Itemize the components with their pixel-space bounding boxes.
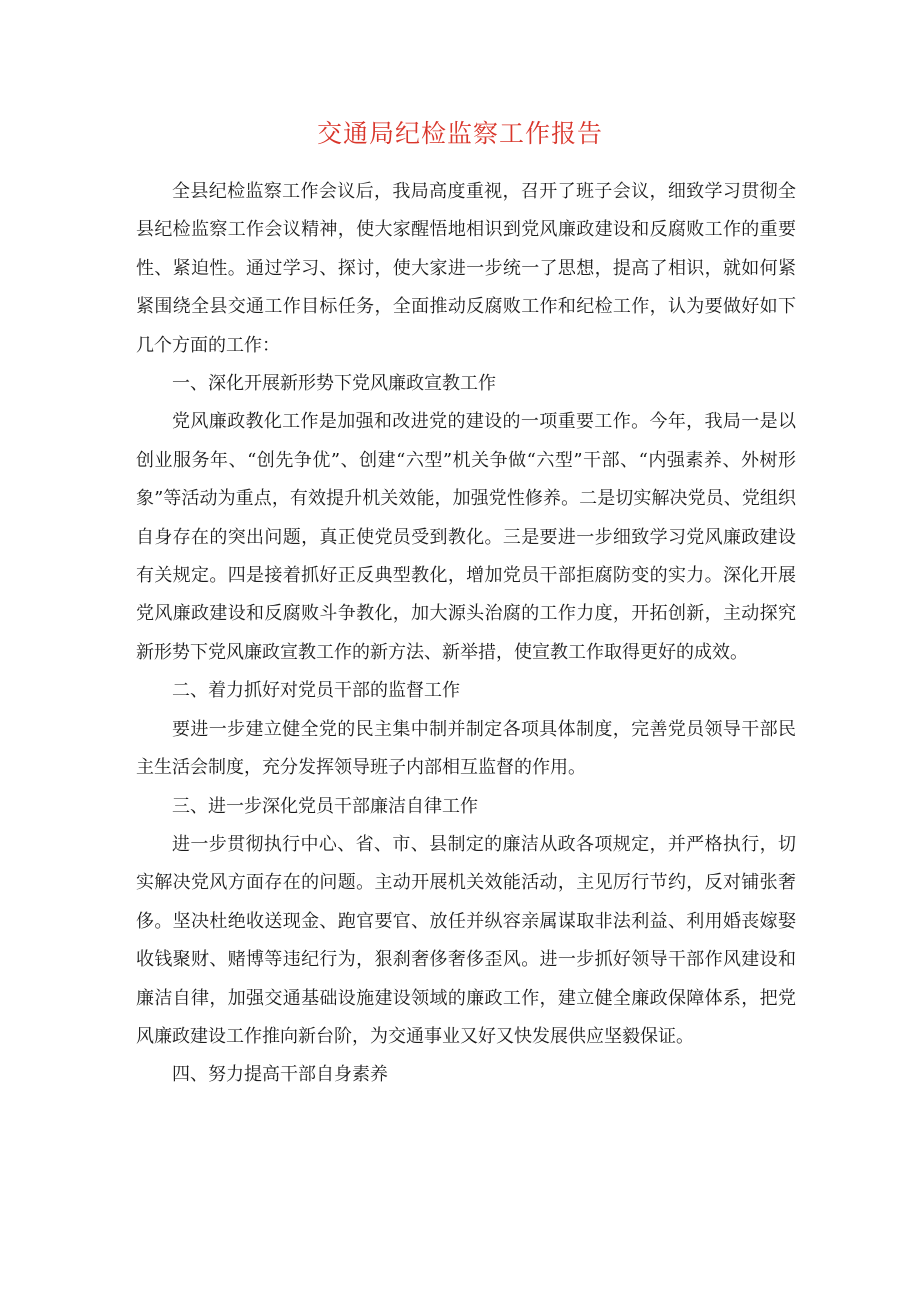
section-3-heading: 三、进一步深化党员干部廉洁自律工作 [172, 795, 478, 817]
section-1-heading: 一、深化开展新形势下党风廉政宣教工作 [172, 373, 496, 395]
section-3-body: 进一步贯彻执行中心、省、市、县制定的廉洁从政各项规定，并严格执行，切实解决党风方面存在的问题。主动开展机关效能活动，主见厉行节约，反对铺张奢侈。坚决杜绝收送现金、跑官要官、放任并纵容亲属谋取非法利益、利用婚丧嫁娶收钱聚财、赌博等违纪行为，狠刹奢侈奢侈歪风。进一步抓好领导干部作风建设和廉洁自律，加强交通基础设施建设领域的廉政工作，建立健全廉政保障体系，把党风廉政建设工作推向新台阶，为交通事业又好又快发展供应坚毅保证。 [136, 833, 796, 1047]
section-4-heading: 四、努力提高干部自身素养 [172, 1064, 388, 1086]
document-body [136, 173, 796, 1095]
section-2-heading: 二、着力抓好对党员干部的监督工作 [172, 680, 460, 702]
document-title: 交通局纪检监察工作报告 [316, 119, 603, 148]
section-1-body: 党风廉政教化工作是加强和改进党的建设的一项重要工作。今年，我局一是以创业服务年、“创先争优”、创建“六型”机关争做“六型”干部、“内强素养、外树形象”等活动为重点，有效提升机关效能，加强党性修养。二是切实解决党员、党组织自身存在的突出问题，真正使党员受到教化。三是要进一步细致学习党风廉政建设有关规定。四是接着抓好正反典型教化，增加党员干部拒腐防变的实力。深化开展党风廉政建设和反腐败斗争教化，加大源头治腐的工作力度，开拓创新，主动探究新形势下党风廉政宣教工作的新方法、新举措，使宣教工作取得更好的成效。 [136, 411, 796, 663]
section-2-body: 要进一步建立健全党的民主集中制并制定各项具体制度，完善党员领导干部民主生活会制度，充分发挥领导班子内部相互监督的作用。 [136, 718, 796, 779]
intro-paragraph: 全县纪检监察工作会议后，我局高度重视，召开了班子会议，细致学习贯彻全县纪检监察工作会议精神，使大家醒悟地相识到党风廉政建设和反腐败工作的重要性、紧迫性。通过学习、探讨，使大家进一步统一了思想，提高了相识，就如何紧紧围绕全县交通工作目标任务，全面推动反腐败工作和纪检工作，认为要做好如下几个方面的工作： [136, 181, 796, 356]
